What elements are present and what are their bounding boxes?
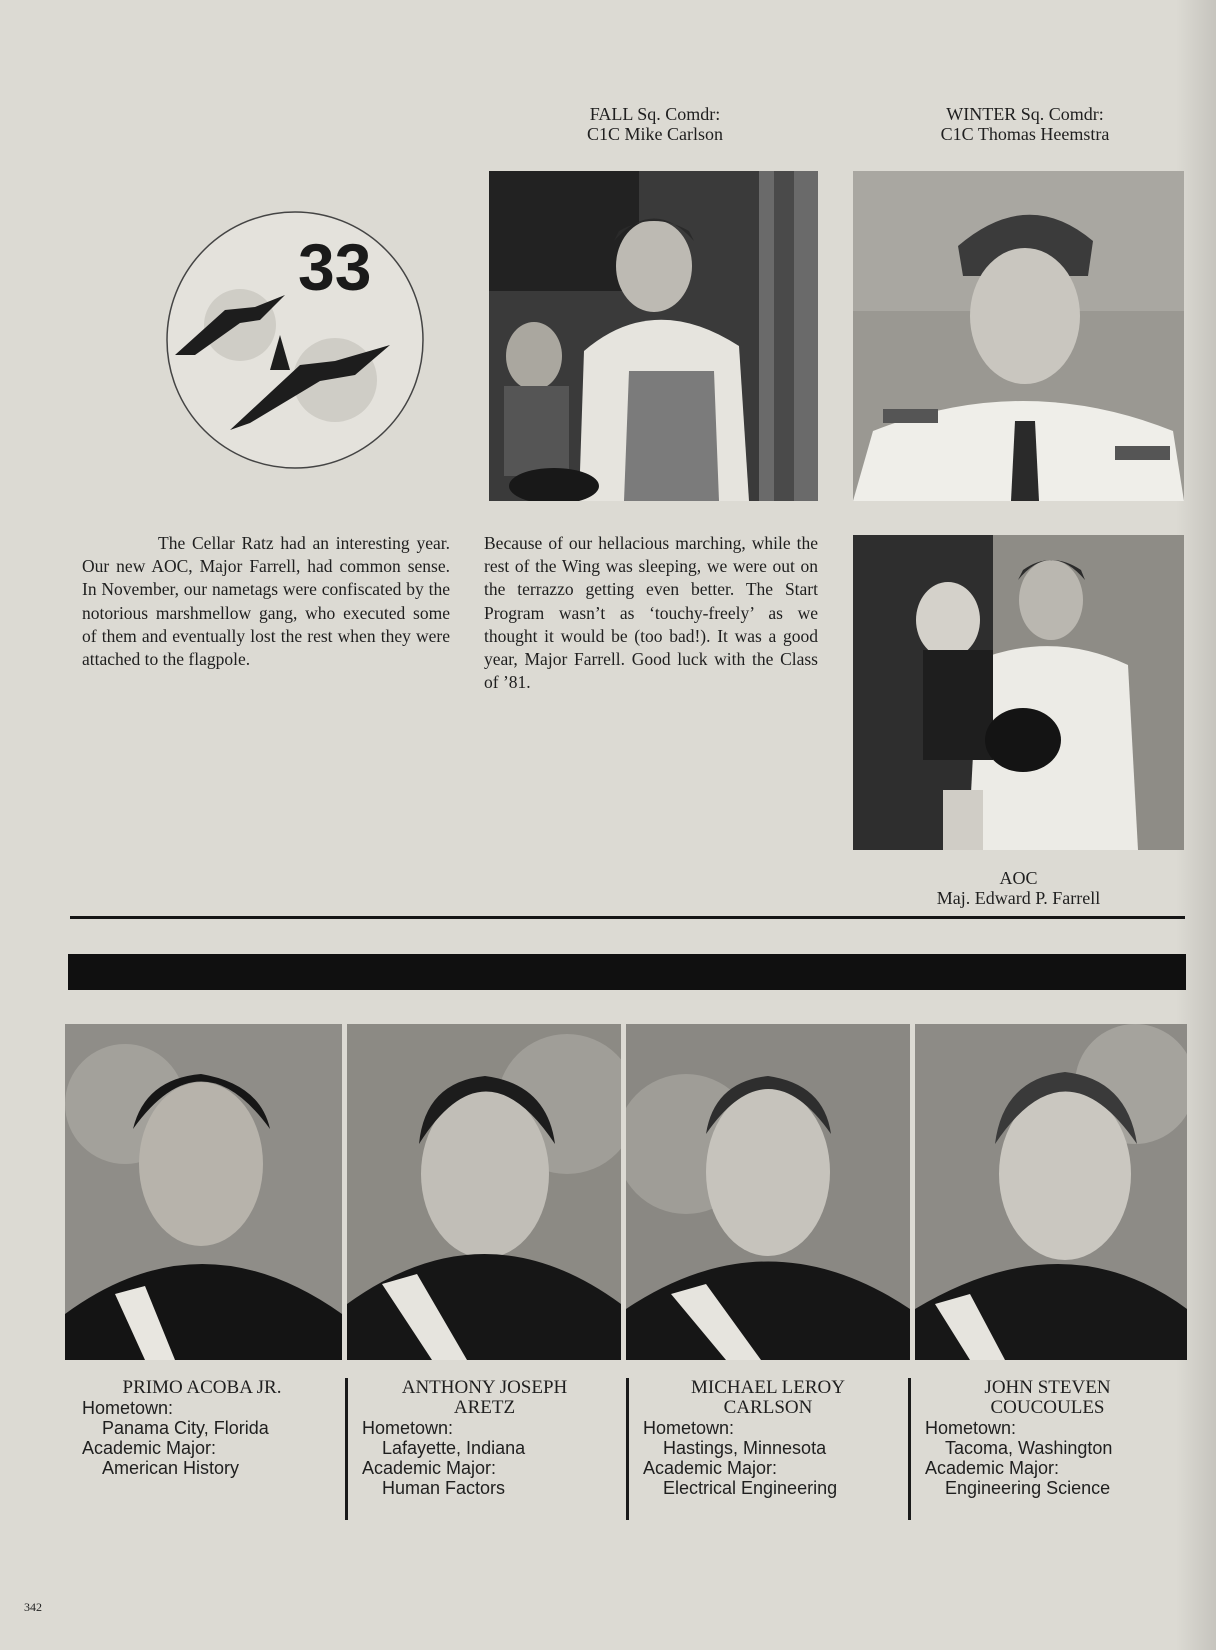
article-column-1: The Cellar Ratz had an interesting year. Our new AOC, Major Farrell, had common sense. In November, our nametags were confiscated by the notorious marshmellow gang, who executed some of them and eventually lost the rest when they were attached to the flagpole. [82, 533, 450, 670]
bio-coucoules [925, 1378, 1170, 1498]
bio-name: PRIMO ACOBA JR. [122, 1377, 282, 1398]
bio-major: Electrical Engineering [663, 1478, 838, 1498]
bio-major: American History [102, 1458, 240, 1478]
aoc-photo [853, 535, 1184, 850]
page-number: 342 [24, 1600, 42, 1614]
portrait-acoba [65, 1024, 342, 1360]
section-divider-bar [68, 954, 1186, 990]
bio-major: Engineering Science [945, 1478, 1111, 1498]
bio-hometown-label: Hometown: [643, 1418, 735, 1438]
aoc-name: Maj. Edward P. Farrell [936, 888, 1101, 908]
fall-commander-caption [490, 104, 820, 144]
bio-aretz [362, 1378, 607, 1498]
article-column-2: Because of our hellacious marching, while the rest of the Wing was sleeping, we were out on the terrazzo getting even better. The Start Program wasn’t as ‘touchy-freely’ as we thought it would be (too bad!). It was a good year, Major Farrell. Good luck with the Class of ’81. [484, 533, 818, 693]
squadron-patch-graphic [150, 195, 440, 485]
bio-divider-2 [626, 1378, 629, 1520]
squadron-patch [150, 195, 440, 485]
winter-commander-caption [860, 104, 1190, 144]
bio-acoba [82, 1378, 322, 1478]
portrait-coucoules [915, 1024, 1187, 1360]
patch-number: 33 [298, 230, 372, 304]
aoc-title: AOC [999, 868, 1038, 888]
bio-hometown: Lafayette, Indiana [382, 1438, 526, 1458]
bio-hometown-label: Hometown: [362, 1418, 454, 1438]
fall-commander-title: FALL Sq. Comdr: [589, 104, 721, 124]
section-divider-thin [70, 916, 1185, 919]
bio-carlson [643, 1378, 893, 1498]
bio-name: MICHAEL LEROY CARLSON [691, 1377, 845, 1418]
winter-commander-name: C1C Thomas Heemstra [940, 124, 1110, 144]
bio-major-label: Academic Major: [362, 1458, 497, 1478]
bio-major-label: Academic Major: [643, 1458, 778, 1478]
bio-hometown: Hastings, Minnesota [663, 1438, 827, 1458]
bio-major-label: Academic Major: [82, 1438, 217, 1458]
bio-hometown-label: Hometown: [82, 1398, 174, 1418]
portrait-aretz [347, 1024, 621, 1360]
winter-commander-title: WINTER Sq. Comdr: [946, 104, 1104, 124]
bio-hometown: Tacoma, Washington [945, 1438, 1113, 1458]
bio-name: JOHN STEVEN COUCOULES [984, 1377, 1111, 1418]
bio-major-label: Academic Major: [925, 1458, 1060, 1478]
portrait-carlson [626, 1024, 910, 1360]
bio-hometown-label: Hometown: [925, 1418, 1017, 1438]
bio-hometown: Panama City, Florida [102, 1418, 269, 1438]
winter-commander-photo [853, 171, 1184, 501]
fall-commander-photo [489, 171, 818, 501]
bio-divider-1 [345, 1378, 348, 1520]
aoc-caption [853, 868, 1184, 908]
bio-name: ANTHONY JOSEPH ARETZ [401, 1377, 568, 1418]
fall-commander-name: C1C Mike Carlson [586, 124, 723, 144]
bio-divider-3 [908, 1378, 911, 1520]
bio-major: Human Factors [382, 1478, 506, 1498]
